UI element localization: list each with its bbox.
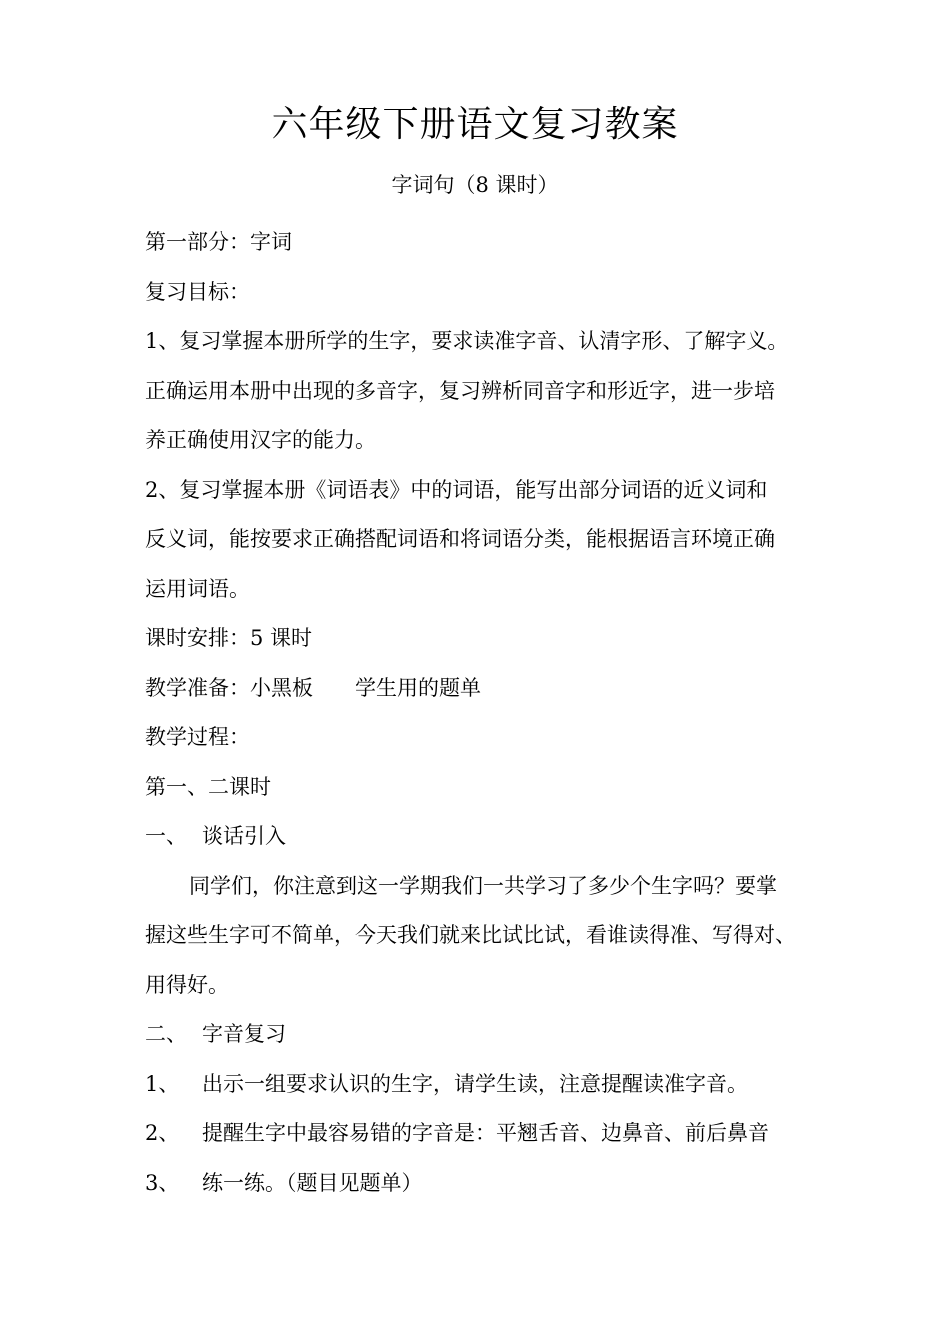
page-subtitle: 字词句（8 课时） [391,173,559,197]
text-line: 正确运用本册中出现的多音字，复习辨析同音字和形近字，进一步培 [145,378,775,403]
section-heading [145,812,810,862]
list-item-number: 3、 [145,1170,180,1195]
list-item-text: 出示一组要求认识的生字，请学生读，注意提醒读准字音。 [202,1071,748,1096]
list-item [145,1109,810,1159]
page-title: 六年级下册语文复习教案 [271,104,679,145]
text-line: 运用词语。 [145,576,250,601]
text-line: 复习目标： [145,279,250,304]
list-item-number: 1、 [145,1071,180,1096]
list-item-number: 2、 [145,1121,180,1145]
section-number: 一、 [145,824,187,848]
paragraph-line: 握这些生字可不简单，今天我们就来比试比试，看谁读得准、写得对、 [145,923,796,947]
text-line: 教学准备：小黑板 学生用的题单 [145,675,481,700]
paragraph-line: 同学们，你注意到这一学期我们一共学习了多少个生字吗？要掌 [189,873,777,898]
list-item [145,1159,810,1209]
text-line: 养正确使用汉字的能力。 [145,428,376,452]
list-item [145,1060,810,1110]
text-line: 1、复习掌握本册所学的生字，要求读准字音、认清字形、了解字义。 [145,329,789,353]
section-heading [145,1010,810,1060]
section-number: 二、 [145,1022,187,1046]
text-line: 2、复习掌握本册《词语表》中的词语，能写出部分词语的近义词和 [145,477,768,502]
text-line: 课时安排：5 课时 [145,626,313,650]
list-item-text: 练一练。（题目见题单） [202,1170,423,1195]
text-line: 反义词，能按要求正确搭配词语和将词语分类，能根据语言环境正确 [145,527,775,551]
list-item-text: 提醒生字中最容易错的字音是：平翘舌音、边鼻音、前后鼻音 [202,1121,769,1145]
section-title: 谈话引入 [202,824,286,848]
text-line: 教学过程： [145,725,250,749]
document-body [145,218,810,1208]
section-title: 字音复习 [202,1022,286,1046]
text-line: 第一部分：字词 [145,230,292,254]
paragraph-line: 用得好。 [145,972,229,997]
text-line: 第一、二课时 [145,774,271,799]
